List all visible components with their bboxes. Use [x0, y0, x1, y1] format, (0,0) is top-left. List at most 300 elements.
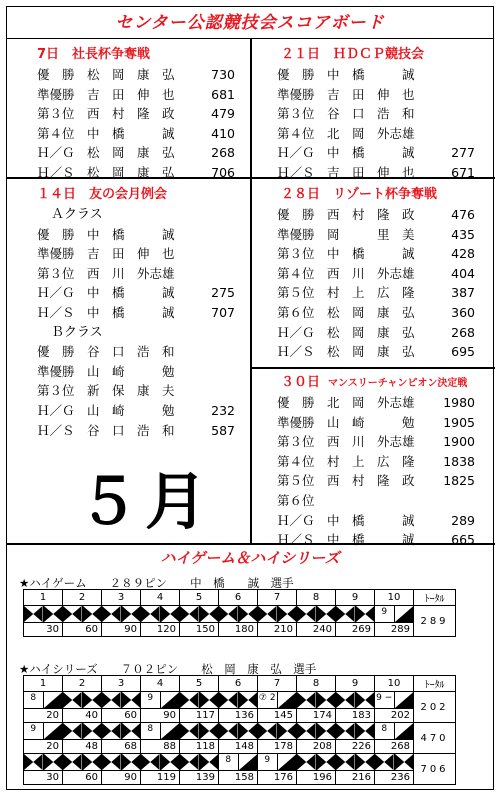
cumulative-cell	[219, 623, 258, 637]
frame-number: 1	[24, 676, 63, 692]
cumulative-score: 139	[195, 772, 215, 783]
cumulative-score: 20	[46, 741, 59, 752]
strike-mark	[180, 754, 199, 770]
strike-mark	[102, 692, 121, 708]
frame-marks	[24, 606, 63, 623]
frame-marks	[297, 692, 336, 709]
panel-title: １４日 友の会月例会	[37, 187, 168, 202]
frame-marks	[180, 692, 219, 709]
high-series-sheet	[23, 675, 456, 785]
cumulative-score: 148	[234, 741, 254, 752]
player-name: 吉 田 伸 也	[87, 246, 175, 262]
cumulative-score: 208	[312, 741, 332, 752]
player-name: 岡 里 美	[327, 226, 415, 242]
score: 665	[451, 532, 475, 548]
player-name: 松 岡 康 弘	[327, 324, 415, 340]
rank-label: 準優勝	[37, 246, 75, 262]
spare-mark	[395, 692, 414, 708]
cumulative-score: 120	[156, 624, 176, 635]
player-name: 山 崎 勉	[327, 414, 415, 430]
cumulative-score: 226	[351, 741, 371, 752]
result-row	[37, 163, 247, 183]
strike-mark	[200, 723, 219, 739]
frame-marks	[102, 692, 141, 709]
cumulative-score: 174	[312, 710, 332, 721]
strike-mark	[219, 723, 238, 739]
player-name: 谷 口 浩 和	[87, 422, 175, 438]
player-name: 山 崎 勉	[87, 402, 175, 418]
score: 707	[211, 304, 235, 320]
result-row	[277, 511, 491, 531]
result-row	[277, 205, 487, 225]
strike-mark	[122, 606, 141, 622]
score: 695	[451, 344, 475, 360]
result-row	[277, 163, 487, 183]
result-row	[277, 65, 487, 85]
rank-label: Ｈ／Ｇ	[277, 324, 315, 340]
strike-mark	[24, 754, 43, 770]
rank-label: Ｈ／Ｓ	[277, 164, 315, 180]
cumulative-cell	[63, 740, 102, 754]
strike-mark	[239, 692, 258, 708]
rank-label: 準優勝	[37, 86, 75, 102]
strike-mark	[258, 606, 277, 622]
frame-number: 5	[180, 590, 219, 606]
strike-mark	[83, 692, 102, 708]
rank-label: 優 勝	[277, 207, 315, 222]
score: 387	[451, 285, 475, 301]
strike-mark	[239, 606, 258, 622]
frame-marks	[141, 723, 180, 740]
panel-7	[37, 45, 247, 183]
first-ball: 9	[381, 607, 388, 617]
result-row	[277, 342, 487, 362]
player-name: 村 上 広 隆	[327, 285, 415, 301]
strike-mark	[122, 754, 141, 770]
frame-marks	[180, 754, 219, 771]
player-name: 中 橋 誠	[87, 285, 175, 301]
panel-30	[277, 373, 491, 550]
cumulative-cell	[102, 771, 141, 785]
frame-marks	[336, 723, 375, 740]
cumulative-score: 136	[234, 710, 254, 721]
strike-mark	[356, 723, 375, 739]
cumulative-cell	[219, 771, 258, 785]
player-name: 村 上 広 隆	[327, 453, 415, 469]
cumulative-score: 180	[234, 624, 254, 635]
rank-label: 第５位	[277, 473, 315, 489]
player-name: 新 保 康 夫	[87, 383, 175, 399]
strike-mark	[297, 754, 316, 770]
frame-marks	[63, 692, 102, 709]
strike-mark	[102, 754, 121, 770]
frame-marks	[219, 606, 258, 623]
rank-label: 第６位	[277, 492, 315, 508]
player-name: 中 橋 誠	[87, 125, 175, 141]
result-row	[277, 244, 487, 264]
strike-mark	[24, 606, 43, 622]
player-name: 中 橋 誠	[87, 304, 175, 320]
strike-mark	[161, 606, 180, 622]
cumulative-cell	[180, 623, 219, 637]
first-ball: 8	[30, 693, 37, 703]
cumulative-score: 210	[273, 624, 293, 635]
player-name: 西 川 外志雄	[87, 265, 175, 281]
first-ball: 8	[147, 724, 154, 734]
rank-label: 第４位	[37, 125, 75, 141]
result-row	[37, 342, 247, 362]
frame-marks	[336, 754, 375, 771]
first-ball: 8	[225, 755, 232, 765]
cumulative-cell	[102, 740, 141, 754]
rank-label: 優 勝	[37, 226, 75, 242]
player-name: 吉 田 伸 也	[327, 86, 415, 102]
player-name: 中 橋 誠	[327, 145, 415, 161]
rank-label: 準優勝	[37, 363, 75, 379]
score: 1838	[443, 453, 475, 469]
rank-label: 第４位	[277, 453, 315, 469]
cumulative-score: 183	[351, 710, 371, 721]
rank-label: Ｈ／Ｓ	[277, 344, 315, 360]
cumulative-cell	[336, 623, 375, 637]
frame-marks	[375, 606, 414, 623]
frame-marks	[141, 606, 180, 623]
player-name: 松 岡 康 弘	[87, 145, 175, 161]
score	[437, 124, 475, 144]
score: 268	[211, 145, 235, 161]
score: 730	[211, 67, 235, 82]
player-name: 中 橋 誠	[327, 532, 415, 548]
cumulative-score: 30	[46, 624, 59, 635]
month-label: ５月	[77, 465, 214, 538]
result-row	[37, 283, 247, 303]
spare-mark	[278, 754, 297, 770]
class-a-label: Ａクラス	[51, 207, 103, 222]
frame-marks	[63, 723, 102, 740]
strike-mark	[44, 606, 63, 622]
score: 410	[211, 125, 235, 141]
player-name: 谷 口 浩 和	[87, 344, 175, 360]
frame-marks	[219, 723, 258, 740]
player-name: 松 岡 康 弘	[87, 164, 175, 180]
rank-label: 第３位	[277, 246, 315, 262]
strike-mark	[200, 692, 219, 708]
strike-mark	[317, 723, 336, 739]
cumulative-cell	[63, 709, 102, 723]
result-row	[37, 303, 247, 323]
strike-mark	[63, 606, 82, 622]
cumulative-score: 68	[124, 741, 137, 752]
frame-marks	[102, 723, 141, 740]
cumulative-cell	[336, 740, 375, 754]
cumulative-score: 90	[124, 624, 137, 635]
cumulative-cell	[258, 771, 297, 785]
frame-marks	[24, 754, 63, 771]
cumulative-cell	[24, 740, 63, 754]
rank-label: 第４位	[277, 265, 315, 281]
frame-marks	[258, 723, 297, 740]
score	[437, 104, 475, 124]
strike-mark	[102, 723, 121, 739]
frame-number: 7	[258, 590, 297, 606]
result-row	[37, 362, 247, 382]
rank-label: 第６位	[277, 304, 315, 320]
player-name: 吉 田 伸 也	[327, 164, 415, 180]
score	[197, 342, 235, 362]
panel-title: ２８日 リゾート杯争奪戦	[281, 187, 438, 202]
rank-label: 第３位	[277, 106, 315, 122]
class-b-label: Ｂクラス	[51, 324, 103, 340]
cumulative-cell	[258, 623, 297, 637]
spare-mark	[161, 692, 180, 708]
panel-title	[277, 373, 491, 393]
result-row	[277, 393, 491, 413]
spare-mark	[395, 606, 414, 622]
cumulative-cell	[297, 623, 336, 637]
cumulative-score: 268	[390, 741, 410, 752]
cumulative-score: 176	[273, 772, 293, 783]
score: 404	[451, 265, 475, 281]
cumulative-cell	[102, 623, 141, 637]
strike-mark	[336, 692, 355, 708]
result-row	[277, 432, 491, 452]
score	[197, 381, 235, 401]
strike-mark	[63, 723, 82, 739]
cumulative-score: 216	[351, 772, 371, 783]
total-header: ﾄｰﾀﾙ	[414, 590, 456, 606]
strike-mark	[44, 754, 63, 770]
rank-label: 優 勝	[277, 395, 315, 410]
cumulative-cell	[375, 709, 414, 723]
score: 268	[451, 324, 475, 340]
score: 435	[451, 226, 475, 242]
frame-number: 9	[336, 676, 375, 692]
result-row	[37, 225, 247, 245]
cumulative-score: 60	[85, 624, 98, 635]
score	[197, 264, 235, 284]
score: 1900	[443, 434, 475, 450]
frame-number: 3	[102, 676, 141, 692]
cumulative-score: 150	[195, 624, 215, 635]
score	[197, 225, 235, 245]
frame-number: 6	[219, 590, 258, 606]
first-ball: 9	[147, 693, 154, 703]
frame-marks	[141, 754, 180, 771]
score	[197, 362, 235, 382]
frame-marks	[375, 754, 414, 771]
high-series-label: ★ハイシリーズ ７０２ピン 松 岡 康 弘 選手	[19, 662, 317, 676]
result-row	[37, 85, 247, 105]
strike-mark	[317, 754, 336, 770]
player-name: 北 岡 外志雄	[327, 125, 415, 141]
strike-mark	[200, 606, 219, 622]
frame-number: 7	[258, 676, 297, 692]
frame-marks	[180, 606, 219, 623]
cumulative-cell	[102, 709, 141, 723]
cumulative-cell	[63, 623, 102, 637]
cumulative-score: 90	[163, 710, 176, 721]
game-total: 706	[414, 754, 456, 785]
player-name: 西 村 隆 政	[327, 207, 415, 222]
frame-number: 6	[219, 676, 258, 692]
spare-mark	[239, 754, 258, 770]
result-row	[277, 323, 487, 343]
cumulative-score: 60	[124, 710, 137, 721]
cumulative-score: 202	[390, 710, 410, 721]
strike-mark	[317, 606, 336, 622]
strike-mark	[278, 723, 297, 739]
cumulative-score: 145	[273, 710, 293, 721]
cumulative-score: 30	[46, 772, 59, 783]
frame-number: 8	[297, 590, 336, 606]
frame-marks	[24, 692, 63, 709]
frame-marks	[258, 692, 297, 709]
strike-mark	[336, 606, 355, 622]
frame-number: 4	[141, 590, 180, 606]
cumulative-cell	[375, 771, 414, 785]
cumulative-cell	[297, 709, 336, 723]
cumulative-cell	[336, 771, 375, 785]
cumulative-score: 118	[195, 741, 215, 752]
spare-mark	[161, 723, 180, 739]
result-row	[37, 244, 247, 264]
strike-mark	[122, 692, 141, 708]
result-row	[277, 471, 491, 491]
frame-marks	[63, 606, 102, 623]
cumulative-cell	[141, 771, 180, 785]
cumulative-score: 60	[85, 772, 98, 783]
board-title: センター公認競技会スコアボード	[7, 7, 493, 39]
cumulative-cell	[375, 623, 414, 637]
result-row	[277, 225, 487, 245]
frame-marks	[297, 606, 336, 623]
cumulative-cell	[297, 740, 336, 754]
strike-mark	[375, 754, 394, 770]
result-row	[37, 143, 247, 163]
frame-marks	[102, 754, 141, 771]
score: 587	[211, 422, 235, 438]
score: 476	[451, 207, 475, 222]
score: 232	[211, 402, 235, 418]
strike-mark	[356, 754, 375, 770]
strike-mark	[102, 606, 121, 622]
first-ball: 9 −	[376, 693, 393, 703]
player-name: 松 岡 康 弘	[327, 304, 415, 320]
player-name: 松 岡 康 弘	[87, 67, 175, 82]
spare-mark	[278, 692, 297, 708]
strike-mark	[317, 692, 336, 708]
high-game-sheet	[23, 589, 456, 637]
spare-mark	[44, 723, 63, 739]
cumulative-score: 240	[312, 624, 332, 635]
cumulative-score: 117	[195, 710, 215, 721]
result-row	[37, 104, 247, 124]
cumulative-score: 289	[390, 624, 410, 635]
result-row	[277, 143, 487, 163]
strike-mark	[219, 606, 238, 622]
frame-number: 1	[24, 590, 63, 606]
frame-number: 2	[63, 590, 102, 606]
cumulative-score: 88	[163, 741, 176, 752]
player-name: 西 川 外志雄	[327, 434, 415, 450]
player-name: 吉 田 伸 也	[87, 86, 175, 102]
score	[437, 65, 475, 85]
rank-label: 優 勝	[277, 67, 315, 82]
strike-mark	[278, 606, 297, 622]
player-name: 西 村 隆 政	[327, 473, 415, 489]
score	[197, 244, 235, 264]
score: 428	[451, 246, 475, 262]
frame-marks	[375, 692, 414, 709]
rank-label: 第４位	[277, 125, 315, 141]
result-row	[277, 413, 491, 433]
score: 681	[211, 86, 235, 102]
panel-28	[277, 185, 487, 362]
player-name: 山 崎 勉	[87, 363, 175, 379]
result-row	[277, 491, 491, 511]
cumulative-score: 196	[312, 772, 332, 783]
cumulative-cell	[24, 709, 63, 723]
cumulative-score: 90	[124, 772, 137, 783]
spare-mark	[395, 723, 414, 739]
cumulative-cell	[297, 771, 336, 785]
strike-mark	[239, 723, 258, 739]
strike-mark	[180, 692, 199, 708]
player-name: 中 橋 誠	[327, 512, 415, 528]
cumulative-cell	[258, 740, 297, 754]
strike-mark	[161, 754, 180, 770]
player-name	[327, 491, 437, 511]
score: 277	[451, 145, 475, 161]
player-name: 中 橋 誠	[327, 67, 415, 82]
score	[437, 85, 475, 105]
cumulative-cell	[180, 740, 219, 754]
frame-marks	[63, 754, 102, 771]
spare-mark	[44, 692, 63, 708]
strike-mark	[258, 723, 277, 739]
frame-marks	[219, 692, 258, 709]
strike-mark	[180, 606, 199, 622]
frame-marks	[297, 723, 336, 740]
strike-mark	[297, 723, 316, 739]
rank-label: 第３位	[37, 383, 75, 399]
cumulative-score: 40	[85, 710, 98, 721]
frame-number: 10	[375, 590, 414, 606]
player-name: 北 岡 外志雄	[327, 395, 415, 410]
frame-number: 4	[141, 676, 180, 692]
result-row	[37, 264, 247, 284]
strike-mark	[63, 692, 82, 708]
cumulative-cell	[141, 709, 180, 723]
frame-marks	[258, 606, 297, 623]
frame-marks	[297, 754, 336, 771]
rank-label: 第５位	[277, 285, 315, 301]
frame-marks	[102, 606, 141, 623]
result-row	[277, 85, 487, 105]
cumulative-cell	[180, 771, 219, 785]
frame-marks	[336, 692, 375, 709]
first-ball: 9	[30, 724, 37, 734]
rank-label: Ｈ／Ｇ	[37, 402, 75, 418]
result-row	[37, 421, 247, 441]
cumulative-score: 20	[46, 710, 59, 721]
rank-label: 第３位	[277, 434, 315, 450]
frame-marks	[336, 606, 375, 623]
frame-number: 9	[336, 590, 375, 606]
panel-title: ２１日 ＨＤＣＰ競技会	[281, 47, 425, 62]
strike-mark	[219, 692, 238, 708]
score: 1825	[443, 473, 475, 489]
